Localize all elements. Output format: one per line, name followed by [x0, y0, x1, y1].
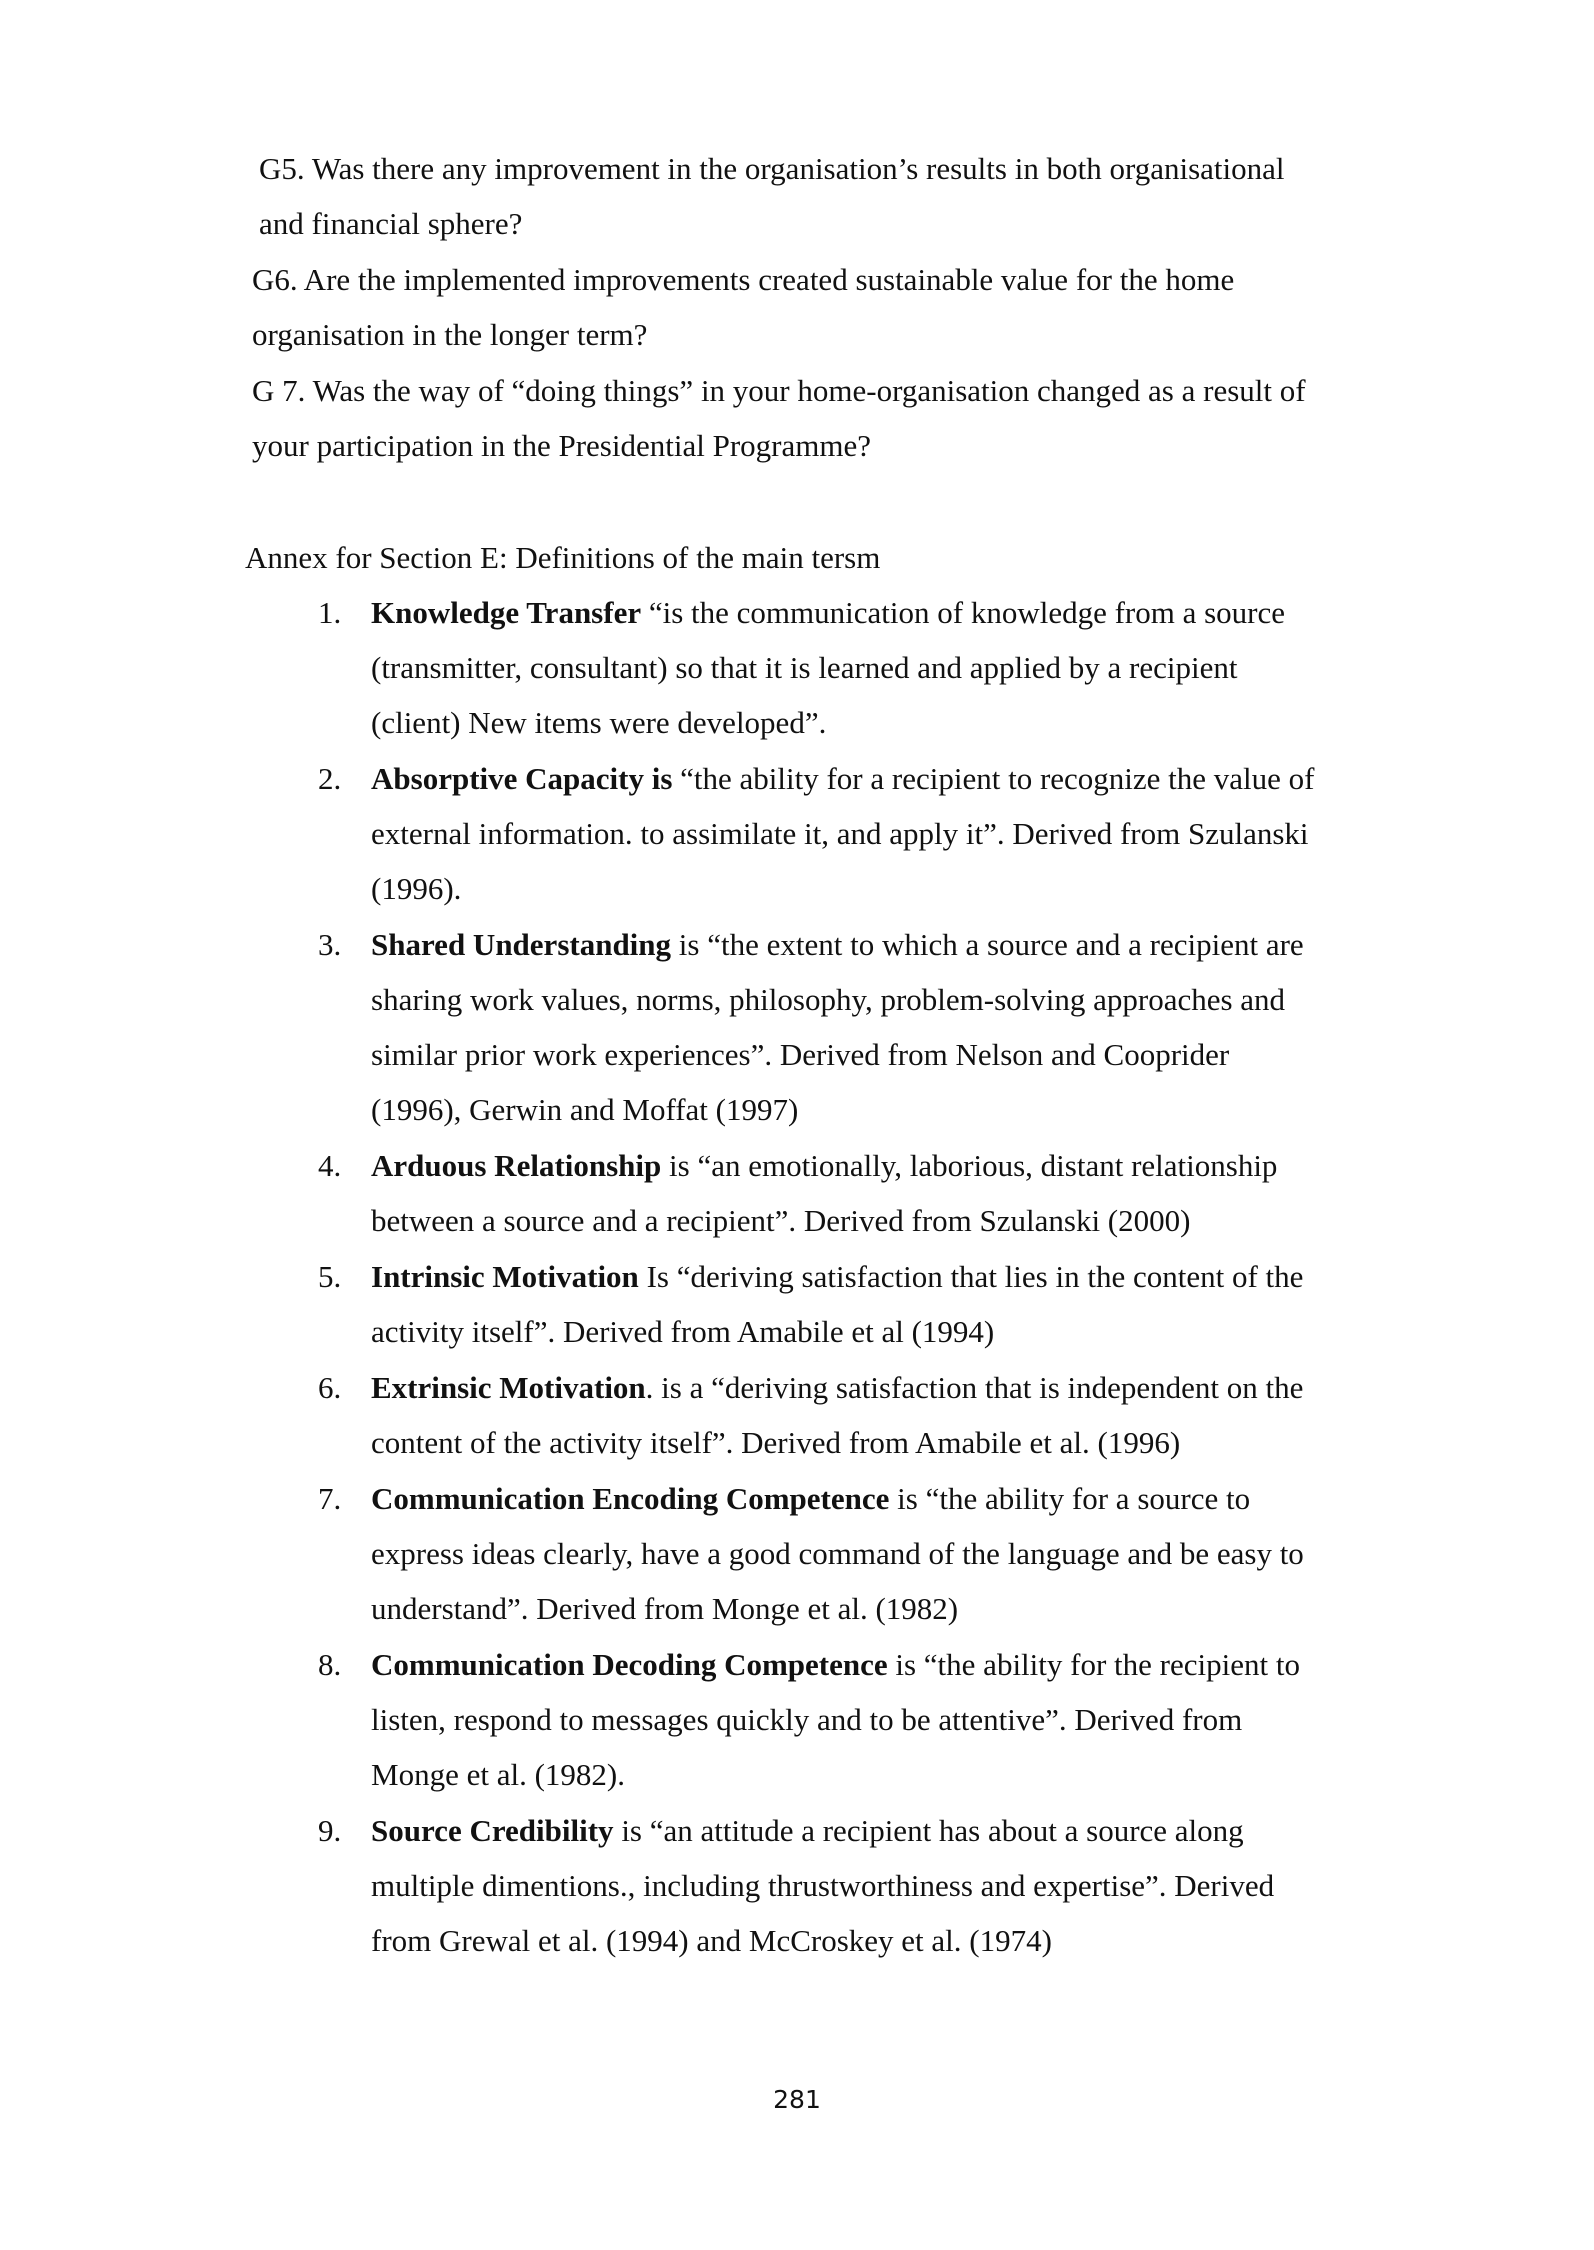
- definition-item-intrinsic-motivation: [0, 1249, 1351, 1359]
- definition-number: 7.: [318, 1481, 342, 1516]
- definition-number: 6.: [318, 1370, 342, 1405]
- definition-term: Extrinsic Motivation: [371, 1370, 646, 1405]
- definition-line: (1996).: [371, 871, 462, 906]
- definition-line: listen, respond to messages quickly and to be attentive”. Derived from: [371, 1702, 1243, 1737]
- question-g6: [252, 252, 1594, 362]
- annex-heading: Annex for Section E: Definitions of the main tersm: [245, 540, 881, 575]
- definition-line: (1996), Gerwin and Moffat (1997): [371, 1092, 799, 1127]
- question-line: G5. Was there any improvement in the organisation’s results in both organisational: [259, 151, 1285, 186]
- definition-term: Knowledge Transfer: [371, 595, 642, 630]
- definition-line: external information. to assimilate it, and apply it”. Derived from Szulanski: [371, 816, 1309, 851]
- question-g7: [252, 363, 1594, 473]
- definition-line: activity itself”. Derived from Amabile et al (1994): [371, 1314, 995, 1349]
- definition-line: between a source and a recipient”. Derived from Szulanski (2000): [371, 1203, 1191, 1238]
- definition-line: is “an emotionally, laborious, distant relationship: [669, 1148, 1278, 1183]
- definition-line: is “the ability for the recipient to: [895, 1647, 1300, 1682]
- definition-line: (client) New items were developed”.: [371, 705, 827, 740]
- definition-term: Communication Decoding Competence: [371, 1647, 888, 1682]
- definition-number: 1.: [318, 595, 342, 630]
- definition-item-communication-decoding-competence: [0, 1637, 1351, 1802]
- definition-number: 9.: [318, 1813, 342, 1848]
- definition-line: Is “deriving satisfaction that lies in the content of the: [646, 1259, 1304, 1294]
- definition-item-shared-understanding: [0, 917, 1351, 1137]
- definition-number: 2.: [318, 761, 342, 796]
- definition-item-source-credibility: [0, 1803, 1351, 1968]
- definition-number: 3.: [318, 927, 342, 962]
- definition-term: Shared Understanding: [371, 927, 672, 962]
- definition-term: Communication Encoding Competence: [371, 1481, 890, 1516]
- definition-number: 4.: [318, 1148, 342, 1183]
- question-g5: [259, 141, 1594, 251]
- definition-term: Arduous Relationship: [371, 1148, 662, 1183]
- definition-term: Intrinsic Motivation: [371, 1259, 639, 1294]
- definition-line: “is the communication of knowledge from a source: [648, 595, 1286, 630]
- definition-line: content of the activity itself”. Derived from Amabile et al. (1996): [371, 1425, 1181, 1460]
- definition-term: Source Credibility: [371, 1813, 614, 1848]
- definition-number: 5.: [318, 1259, 342, 1294]
- definition-item-communication-encoding-competence: [0, 1471, 1351, 1636]
- definitions-list: [0, 585, 1594, 1969]
- definition-line: is “an attitude a recipient has about a source along: [621, 1813, 1244, 1848]
- definition-line: is “the extent to which a source and a recipient are: [678, 927, 1304, 962]
- question-line: G 7. Was the way of “doing things” in your home-organisation changed as a result of: [252, 373, 1306, 408]
- definition-line: (transmitter, consultant) so that it is learned and applied by a recipient: [371, 650, 1238, 685]
- page-number: 281: [773, 2085, 821, 2114]
- definition-line: is “the ability for a source to: [897, 1481, 1251, 1516]
- definition-line: . is a “deriving satisfaction that is independent on the: [645, 1370, 1304, 1405]
- definition-item-absorptive-capacity: [0, 751, 1351, 916]
- definition-line: “the ability for a recipient to recognize the value of: [680, 761, 1315, 796]
- definition-item-extrinsic-motivation: [0, 1360, 1351, 1470]
- definition-line: similar prior work experiences”. Derived from Nelson and Cooprider: [371, 1037, 1230, 1072]
- definition-number: 8.: [318, 1647, 342, 1682]
- question-line: your participation in the Presidential Programme?: [252, 428, 871, 463]
- definition-term: Absorptive Capacity is: [371, 761, 673, 796]
- question-line: and financial sphere?: [259, 206, 523, 241]
- question-line: G6. Are the implemented improvements created sustainable value for the home: [252, 262, 1235, 297]
- definition-line: from Grewal et al. (1994) and McCroskey et al. (1974): [371, 1923, 1052, 1958]
- definition-item-knowledge-transfer: [0, 585, 1351, 750]
- definition-line: understand”. Derived from Monge et al. (1982): [371, 1591, 959, 1626]
- definition-item-arduous-relationship: [0, 1138, 1351, 1248]
- definition-line: sharing work values, norms, philosophy, problem-solving approaches and: [371, 982, 1286, 1017]
- question-line: organisation in the longer term?: [252, 317, 648, 352]
- definition-line: multiple dimentions., including thrustworthiness and expertise”. Derived: [371, 1868, 1275, 1903]
- definition-line: Monge et al. (1982).: [371, 1757, 625, 1792]
- definition-line: express ideas clearly, have a good command of the language and be easy to: [371, 1536, 1304, 1571]
